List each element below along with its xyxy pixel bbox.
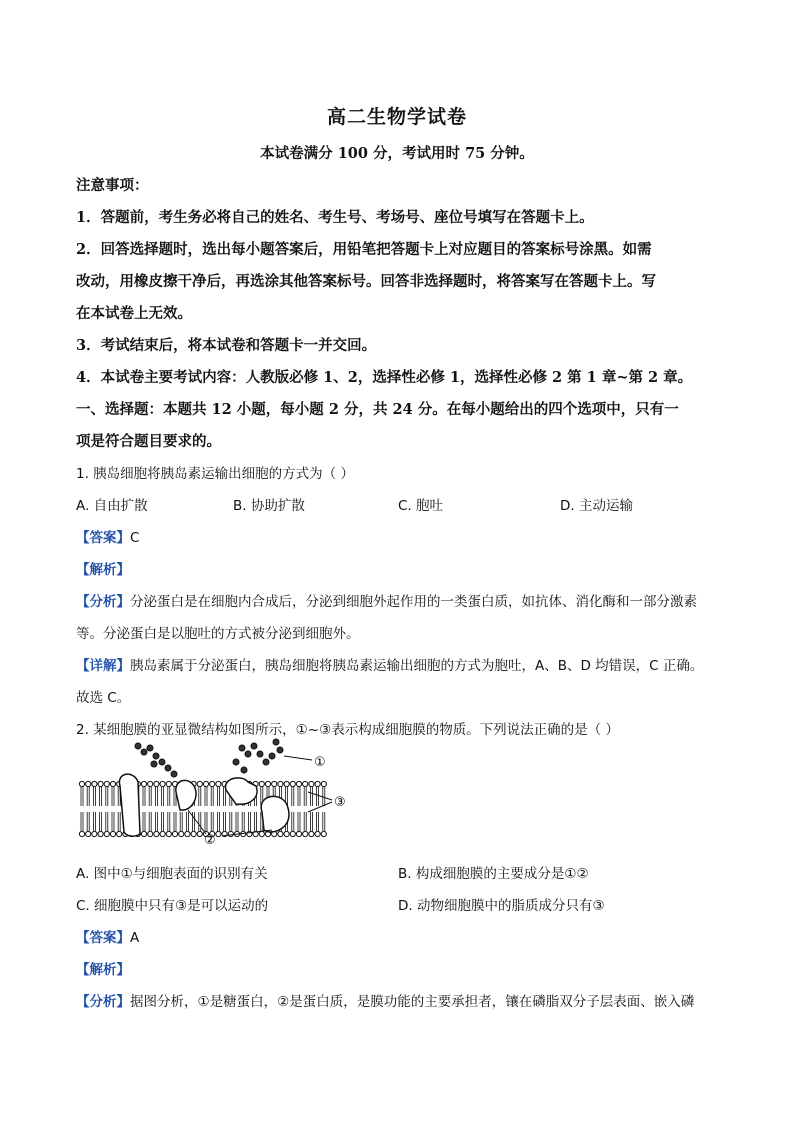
- fenxi-text: 据图分析，①是糖蛋白，②是蛋白质，是膜功能的主要承担者，镶在磷脂双分子层表面、嵌入磷: [130, 994, 695, 1010]
- fenxi-tag: 【分析】: [76, 994, 130, 1010]
- detail-tag: 【详解】: [76, 658, 130, 674]
- note-item-4: 4．本试卷主要考试内容：人教版必修 1、2，选择性必修 1，选择性必修 2 第 1 章~第 2 章。: [76, 369, 693, 386]
- question-1-option-a: A. 自由扩散: [76, 498, 148, 514]
- question-2-answer: [76, 926, 139, 946]
- question-1-answer: [76, 526, 139, 546]
- phospholipid-bilayer: [79, 781, 326, 836]
- answer-tag: 【答案】: [76, 530, 130, 546]
- question-1-fenxi-line-1: [76, 590, 697, 610]
- answer-tag: 【答案】: [76, 930, 130, 946]
- answer-value: C: [130, 530, 140, 546]
- note-item-3: 3．考试结束后，将本试卷和答题卡一并交回。: [76, 337, 377, 354]
- answer-value: A: [130, 930, 140, 946]
- fenxi-tag: 【分析】: [76, 594, 130, 610]
- section-heading-line-1: 一、选择题：本题共 12 小题，每小题 2 分，共 24 分。在每小题给出的四个选项中，只有一: [76, 401, 679, 418]
- diagram-label-1: ①: [314, 755, 326, 770]
- section-heading-line-2: 项是符合题目要求的。: [76, 433, 221, 450]
- question-2-fenxi-line-1: [76, 990, 694, 1010]
- question-1-stem: 1. 胰岛细胞将胰岛素运输出细胞的方式为（ ）: [76, 466, 354, 482]
- question-2-option-a: A. 图中①与细胞表面的识别有关: [76, 866, 268, 882]
- note-item-1: 1．答题前，考生务必将自己的姓名、考生号、考场号、座位号填写在答题卡上。: [76, 209, 594, 226]
- question-1-option-b: B. 协助扩散: [233, 498, 305, 514]
- question-2-stem: 2. 某细胞膜的亚显微结构如图所示，①~③表示构成细胞膜的物质。下列说法正确的是（ ）: [76, 722, 619, 738]
- question-1-detail-line-1: [76, 654, 703, 674]
- fenxi-text: 分泌蛋白是在细胞内合成后，分泌到细胞外起作用的一类蛋白质，如抗体、消化酶和一部分激素: [130, 594, 697, 610]
- note-item-2-line-3: 在本试卷上无效。: [76, 305, 192, 322]
- question-1-detail-line-2: 故选 C。: [76, 690, 131, 706]
- notes-heading: 注意事项：: [76, 177, 149, 194]
- question-1-option-d: D. 主动运输: [560, 498, 633, 514]
- diagram-label-3: ③: [334, 795, 346, 810]
- detail-text: 胰岛素属于分泌蛋白，胰岛细胞将胰岛素运输出细胞的方式为胞吐，A、B、D 均错误，C 正确。: [130, 658, 704, 674]
- question-2-analysis-tag: 【解析】: [76, 962, 130, 978]
- question-1-analysis-tag: 【解析】: [76, 562, 130, 578]
- exam-info: 本试卷满分 100 分，考试用时 75 分钟。: [260, 145, 534, 162]
- question-2-option-b: B. 构成细胞膜的主要成分是①②: [398, 866, 589, 882]
- question-1-option-c: C. 胞吐: [398, 498, 444, 514]
- question-2-option-d: D. 动物细胞膜中的脂质成分只有③: [398, 898, 605, 914]
- diagram-label-2: ②: [204, 833, 216, 848]
- question-1-fenxi-line-2: 等。分泌蛋白是以胞吐的方式被分泌到细胞外。: [76, 626, 360, 642]
- cell-membrane-diagram: [76, 732, 366, 848]
- question-2-option-c: C. 细胞膜中只有③是可以运动的: [76, 898, 269, 914]
- note-item-2-line-2: 改动，用橡皮擦干净后，再选涂其他答案标号。回答非选择题时，将答案写在答题卡上。写: [76, 273, 656, 290]
- page-title: 高二生物学试卷: [326, 106, 467, 128]
- note-item-2-line-1: 2．回答选择题时，选出每小题答案后，用铅笔把答题卡上对应题目的答案标号涂黑。如需: [76, 241, 652, 258]
- glycoprotein-chains: [135, 739, 283, 777]
